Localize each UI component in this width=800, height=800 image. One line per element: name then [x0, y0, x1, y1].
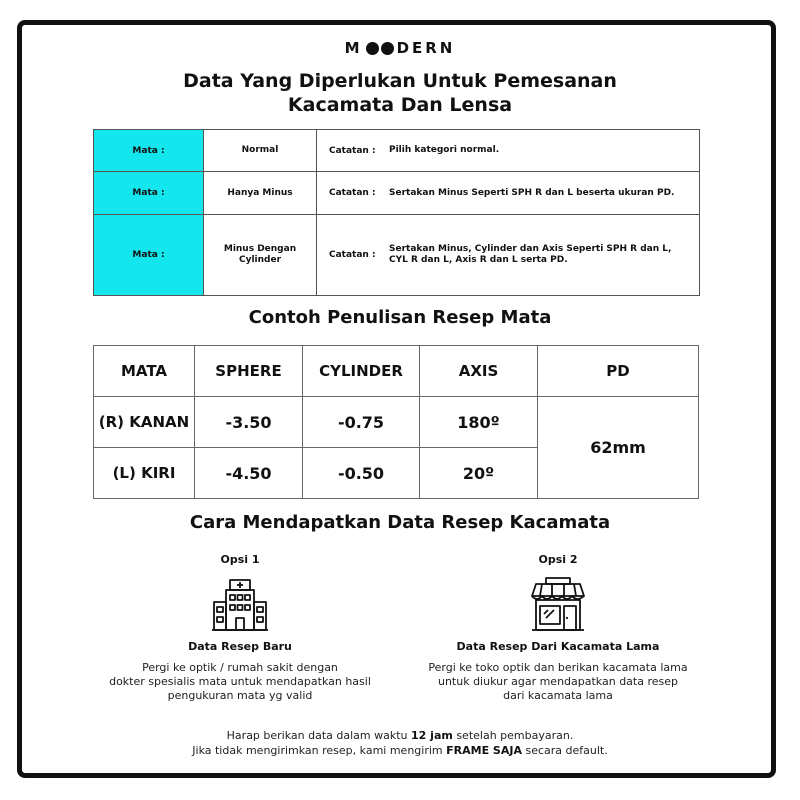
- note-label: Catatan :: [329, 145, 376, 156]
- footer-line-1: [0, 728, 800, 743]
- pd-value: 62mm: [538, 397, 699, 499]
- option-desc-line: dokter spesialis mata untuk mendapatkan hasil: [109, 675, 371, 688]
- eye-left: (L) KIRI: [94, 448, 195, 499]
- option-2: [398, 553, 718, 703]
- footer-emphasis: FRAME SAJA: [446, 744, 522, 757]
- footer-text: secara default.: [521, 744, 608, 757]
- prescription-header-row: [94, 346, 699, 397]
- header-cylinder: CYLINDER: [303, 346, 420, 397]
- category-type: Normal: [204, 130, 317, 172]
- category-type: Minus Dengan Cylinder: [204, 214, 317, 295]
- option-1: [80, 553, 400, 703]
- option-desc-line: untuk diukur agar mendapatkan data resep: [437, 675, 678, 688]
- option-heading: Data Resep Baru: [188, 640, 292, 653]
- brand-prefix: M: [344, 39, 363, 57]
- category-table: [93, 129, 700, 296]
- example-title: Contoh Penulisan Resep Mata: [248, 307, 552, 328]
- header-pd: PD: [538, 346, 699, 397]
- footer-note: [0, 728, 800, 758]
- category-note-cell: [317, 214, 700, 295]
- note-text: Sertakan Minus, Cylinder dan Axis Seperti SPH R dan L, CYL R dan L, Axis R dan L serta PD.: [389, 243, 672, 265]
- sphere-right: -3.50: [195, 397, 303, 448]
- option-desc-line: Pergi ke toko optik dan berikan kacamata lama: [428, 661, 688, 674]
- glasses-icon: [365, 42, 395, 55]
- page-title-line2: Kacamata Dan Lensa: [287, 94, 513, 116]
- footer-text: setelah pembayaran.: [452, 729, 574, 742]
- footer-text: Jika tidak mengirimkan resep, kami mengirim: [192, 744, 447, 757]
- howto-title: Cara Mendapatkan Data Resep Kacamata: [189, 512, 611, 533]
- category-note-cell: [317, 130, 700, 172]
- footer-text: Harap berikan data dalam waktu: [226, 729, 412, 742]
- page-title-line1: Data Yang Diperlukan Untuk Pemesanan: [183, 70, 617, 92]
- brand-suffix: DERN: [396, 39, 456, 57]
- eye-right: (R) KANAN: [94, 397, 195, 448]
- category-note-cell: [317, 172, 700, 214]
- footer-line-2: [0, 743, 800, 758]
- axis-right: 180º: [420, 397, 538, 448]
- header-mata: MATA: [94, 346, 195, 397]
- store-icon: [528, 574, 588, 634]
- eye-label-cell: Mata :: [94, 130, 204, 172]
- cylinder-right: -0.75: [303, 397, 420, 448]
- header-axis: AXIS: [420, 346, 538, 397]
- category-row: [94, 130, 700, 172]
- footer-emphasis: 12 jam: [411, 729, 453, 742]
- option-desc-line: pengukuran mata yg valid: [167, 689, 313, 702]
- cylinder-left: -0.50: [303, 448, 420, 499]
- prescription-row-right: [94, 397, 699, 448]
- header-sphere: SPHERE: [195, 346, 303, 397]
- option-description: [80, 661, 400, 703]
- note-text: Sertakan Minus Seperti SPH R dan L beserta ukuran PD.: [389, 187, 675, 198]
- option-heading: Data Resep Dari Kacamata Lama: [456, 640, 660, 653]
- category-row: [94, 172, 700, 214]
- category-row: [94, 214, 700, 295]
- prescription-table: [93, 345, 699, 499]
- option-label: Opsi 2: [538, 553, 578, 566]
- note-text: Pilih kategori normal.: [389, 145, 500, 156]
- axis-left: 20º: [420, 448, 538, 499]
- eye-label-cell: Mata :: [94, 172, 204, 214]
- page-title: [0, 69, 800, 117]
- option-description: [398, 661, 718, 703]
- option-desc-line: Pergi ke optik / rumah sakit dengan: [142, 661, 338, 674]
- note-label: Catatan :: [329, 249, 376, 260]
- category-type: Hanya Minus: [204, 172, 317, 214]
- hospital-icon: [210, 574, 270, 634]
- option-label: Opsi 1: [220, 553, 260, 566]
- brand-logo: [0, 38, 800, 58]
- sphere-left: -4.50: [195, 448, 303, 499]
- eye-label-cell: Mata :: [94, 214, 204, 295]
- option-desc-line: dari kacamata lama: [503, 689, 613, 702]
- note-label: Catatan :: [329, 188, 376, 199]
